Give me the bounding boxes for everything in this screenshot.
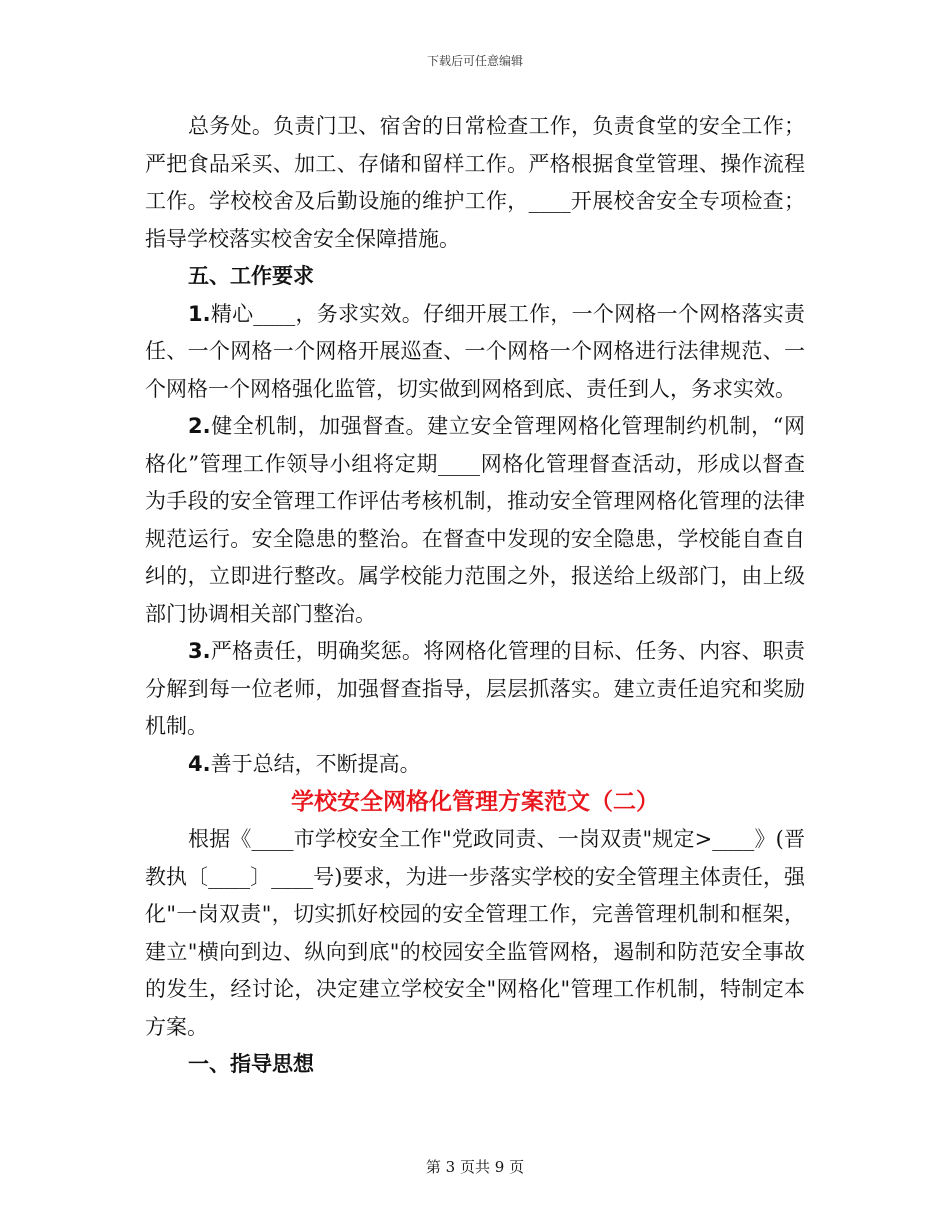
list-item-text: 精心____，务求实效。仔细开展工作，一个网格一个网格落实责任、一个网格一个网格开展巡查、一个网格一个网格进行法律规范、一个网格一个网格强化监管，切实做到网格到底、责任到人，务求实效。 <box>145 301 805 401</box>
page-footer: 第 3 页共 9 页 <box>425 1158 525 1176</box>
section-heading-guiding-ideology: 一、指导思想 <box>188 1052 314 1076</box>
paragraph-intro: 根据《____市学校安全工作"党政同责、一岗双责"规定>____》(晋教执〔____〕____号)要求，为进一步落实学校的安全管理主体责任，强化"一岗双责"，切实抓好校园的安全管理工作，完善管理机制和框架，建立"横向到边、纵向到底"的校园安全监管网格，遏制和防范安全事故的发生，经讨论，决定建立学校安全"网格化"管理工作机制，特制定本方案。 <box>145 827 805 1039</box>
list-item-2 <box>145 408 805 633</box>
list-number: 1. <box>188 301 211 326</box>
list-item-1 <box>145 296 805 409</box>
list-item-3 <box>145 633 805 746</box>
document-title: 学校安全网格化管理方案范文（二） <box>291 789 659 815</box>
section-heading-work-requirements: 五、工作要求 <box>188 264 314 288</box>
list-item-text: 健全机制，加强督查。建立安全管理网格化管理制约机制，“网格化”管理工作领导小组将定期____网格化管理督查活动，形成以督查为手段的安全管理工作评估考核机制，推动安全管理网格化管理的法律规范运行。安全隐患的整治。在督查中发现的安全隐患，学校能自查自纠的，立即进行整改。属学校能力范围之外，报送给上级部门，由上级部门协调相关部门整治。 <box>145 414 805 626</box>
list-number: 3. <box>188 639 211 663</box>
list-number: 4. <box>188 751 211 776</box>
page-header: 下载后可任意编辑 <box>426 54 523 68</box>
paragraph-general-affairs: 总务处。负责门卫、宿舍的日常检查工作，负责食堂的安全工作；严把食品采买、加工、存储和留样工作。严格根据食堂管理、操作流程工作。学校校舍及后勤设施的维护工作，____开展校舍安全专项检查；指导学校落实校舍安全保障措施。 <box>145 114 805 251</box>
list-item-text: 善于总结，不断提高。 <box>210 751 421 776</box>
list-item-4 <box>145 746 805 784</box>
document-body <box>145 108 805 1084</box>
list-item-text: 严格责任，明确奖惩。将网格化管理的目标、任务、内容、职责分解到每一位老师，加强督查指导，层层抓落实。建立责任追究和奖励机制。 <box>145 639 805 738</box>
list-number: 2. <box>188 414 211 438</box>
